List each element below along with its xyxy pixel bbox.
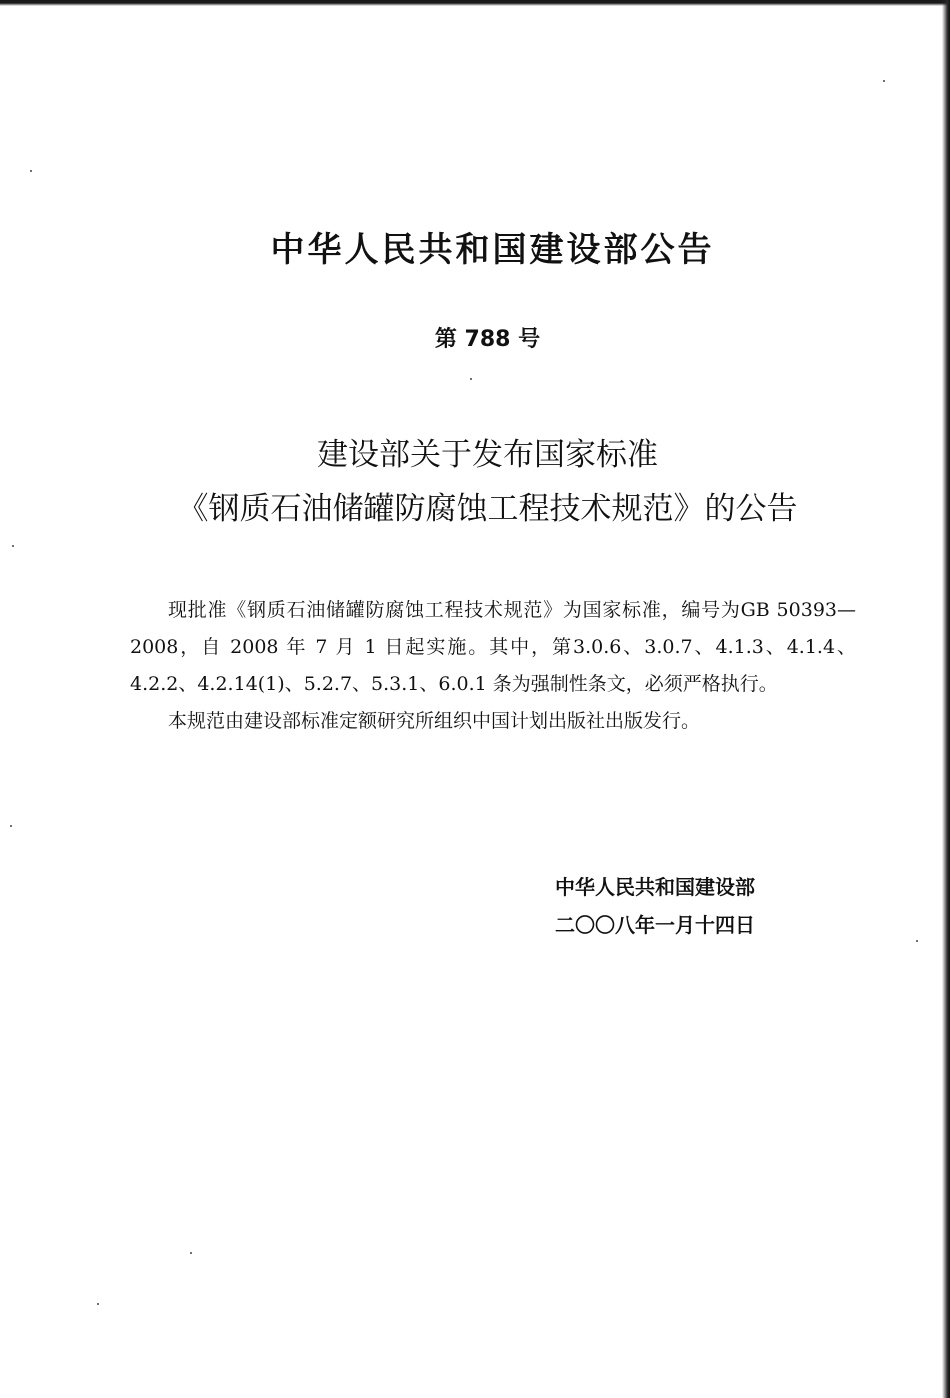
scan-edge-right	[942, 0, 950, 1398]
scan-speck	[12, 545, 14, 547]
scan-edge-top	[0, 0, 950, 6]
subject-line-2: 《钢质石油储罐防腐蚀工程技术规范》的公告	[177, 491, 798, 527]
subject-line-1: 建设部关于发布国家标准	[317, 437, 658, 473]
body-paragraph-1: 现批准《钢质石油储罐防腐蚀工程技术规范》为国家标准，编号为GB 50393—2008，自 2008 年 7 月 1 日起实施。其中，第3.0.6、3.0.7、4.1.3、4.1.4、4.2.2、4.2.14(1)、5.2.7、5.3.1、6.0.1 条为强制性条文，必须严格执行。	[130, 599, 856, 695]
announcement-number: 第 788 号	[434, 327, 541, 352]
scan-speck	[10, 825, 12, 827]
signature-date: 二〇〇八年一月十四日	[555, 913, 755, 937]
signature-block	[555, 868, 855, 944]
announcement-subject	[0, 428, 950, 536]
announcement-title: 中华人民共和国建设部公告	[270, 230, 715, 270]
announcement-body	[130, 592, 856, 740]
scan-speck	[470, 378, 472, 380]
scan-speck	[30, 170, 32, 172]
body-paragraph-2: 本规范由建设部标准定额研究所组织中国计划出版社出版发行。	[168, 710, 701, 732]
scan-speck	[916, 940, 918, 942]
scan-speck	[190, 1252, 192, 1254]
scan-speck	[883, 80, 885, 82]
signature-issuer: 中华人民共和国建设部	[555, 875, 755, 899]
scan-speck	[97, 1303, 99, 1305]
